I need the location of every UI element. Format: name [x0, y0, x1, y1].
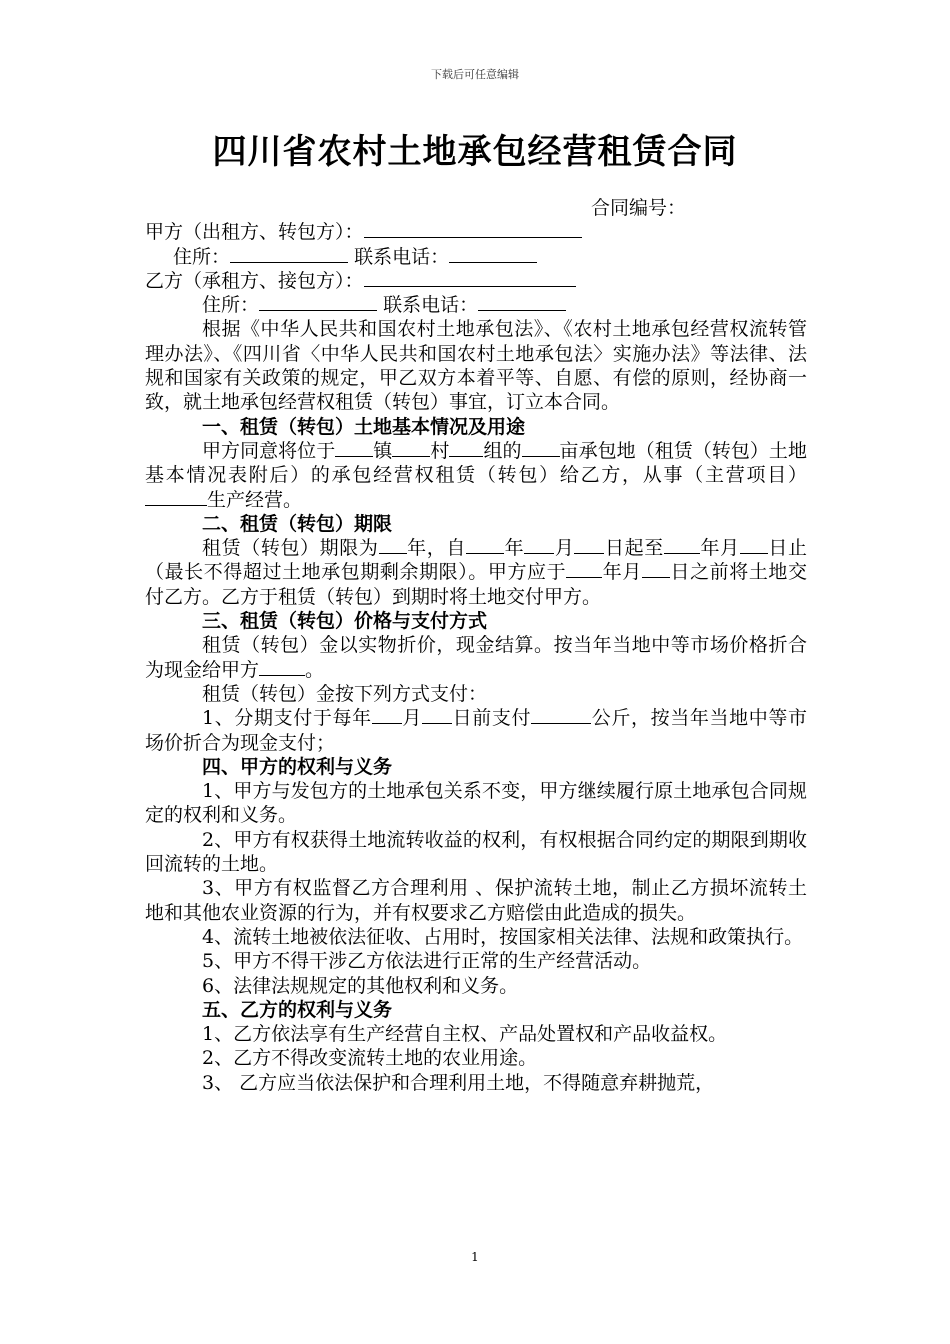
section-4-item: 1、甲方与发包方的土地承包关系不变，甲方继续履行原土地承包合同规定的权利和义务。: [145, 780, 807, 827]
section-3-paragraph-1: [145, 633, 807, 682]
text-segment: 月: [554, 537, 575, 560]
text-segment: 镇: [373, 439, 393, 462]
text-segment: 年月: [602, 561, 642, 584]
section-2-paragraph: [145, 536, 807, 609]
text-segment: 月: [401, 707, 422, 730]
payment-day-blank: [422, 706, 452, 724]
term-years-blank: [379, 536, 407, 554]
party-a-address-label: 住所：: [173, 245, 231, 268]
town-blank: [335, 439, 373, 457]
party-b-name-blank: [364, 269, 576, 287]
text-segment: 生产经营。: [207, 488, 303, 511]
section-1-heading: 一、租赁（转包）土地基本情况及用途: [202, 415, 526, 438]
party-a-phone-label: 联系电话：: [354, 245, 450, 268]
text-segment: 组的: [483, 439, 522, 462]
section-4-item: 4、流转土地被依法征收、占用时，按国家相关法律、法规和政策执行。: [202, 925, 804, 948]
text-segment: 租赁（转包）金以实物折价，现金结算。按当年当地中等市场价格折合为现金给甲方: [145, 634, 807, 681]
text-segment: 年，自: [406, 537, 466, 560]
party-a-address-blank: [230, 245, 348, 263]
text-segment: 亩承包地（租赁（转包）土地基本情况表附后）的承包经营权租赁（转包）给乙方，从事（主营项目）: [145, 439, 807, 487]
text-segment: 年: [503, 537, 525, 560]
price-blank: [259, 658, 305, 676]
document-body: [145, 196, 807, 1095]
section-3-paragraph-2: 租赁（转包）金按下列方式支付：: [202, 682, 488, 705]
page-number: 1: [471, 1250, 479, 1264]
party-a-name-blank: [364, 220, 582, 238]
section-3-heading: 三、租赁（转包）价格与支付方式: [202, 610, 488, 633]
text-segment: 1、分期支付于每年: [202, 707, 372, 730]
main-project-blank: [145, 488, 207, 506]
section-4-item: 5、甲方不得干涉乙方依法进行正常的生产经营活动。: [202, 950, 652, 973]
section-4-item: 2、甲方有权获得土地流转收益的权利，有权根据合同约定的期限到期收回流转的土地。: [145, 828, 807, 876]
party-b-address-label: 住所：: [202, 294, 260, 317]
party-b-phone-label: 联系电话：: [383, 294, 479, 317]
party-a-label: 甲方（出租方、转包方）：: [145, 221, 364, 244]
party-b-line: [145, 269, 807, 293]
payment-kg-blank: [531, 706, 591, 724]
party-a-line: [145, 220, 807, 244]
section-5-item: 2、乙方不得改变流转土地的农业用途。: [202, 1047, 538, 1070]
end-day-blank: [740, 536, 768, 554]
text-segment: 日前支付: [451, 707, 532, 730]
section-1-paragraph: [145, 439, 807, 512]
contract-number-label: 合同编号：: [591, 197, 687, 219]
party-b-phone-blank: [478, 293, 566, 311]
section-4-item: 6、法律法规规定的其他权利和义务。: [202, 974, 519, 997]
section-5-heading: 五、乙方的权利与义务: [202, 998, 393, 1021]
party-a-phone-blank: [449, 245, 537, 263]
start-day-blank: [574, 536, 604, 554]
group-blank: [449, 439, 483, 457]
party-b-address-line: [145, 293, 807, 317]
text-segment: 日止（最长不得超过土地承包期剩余期限）。甲方应于: [145, 537, 807, 584]
text-segment: 。: [305, 658, 325, 681]
area-blank: [522, 439, 560, 457]
party-a-address-line: [145, 245, 807, 269]
payment-month-blank: [372, 706, 402, 724]
header-note: 下载后可任意编辑: [431, 68, 519, 81]
delivery-year-blank: [566, 560, 602, 578]
text-segment: 日之前将土地交付乙方。乙方于租赁（转包）到期时将土地交付甲方。: [145, 561, 807, 608]
text-segment: 日起至: [604, 537, 664, 560]
village-blank: [392, 439, 430, 457]
section-4-item: 3、甲方有权监督乙方合理利用 、保护流转土地，制止乙方损坏流转土地和其他农业资源的行为，并有权要求乙方赔偿由此造成的损失。: [145, 877, 807, 924]
text-segment: 公斤，按当年当地中等市场价折合为现金支付；: [145, 707, 807, 754]
section-5-item: 1、乙方依法享有生产经营自主权、产品处置权和产品收益权。: [202, 1023, 728, 1046]
party-b-address-blank: [259, 293, 377, 311]
section-3-paragraph-3: [145, 706, 807, 755]
section-4-heading: 四、甲方的权利与义务: [202, 755, 393, 778]
section-2-heading: 二、租赁（转包）期限: [202, 512, 393, 535]
party-b-label: 乙方（承租方、接包方）：: [145, 269, 364, 292]
text-segment: 村: [430, 439, 450, 462]
text-segment: 租赁（转包）期限为: [202, 537, 379, 560]
document-title: 四川省农村土地承包经营租赁合同: [212, 132, 738, 172]
text-segment: 年月: [699, 537, 740, 560]
end-year-blank: [664, 536, 700, 554]
intro-paragraph: 根据《中华人民共和国农村土地承包法》、《农村土地承包经营权流转管理办法》、《四川省〈中华人民共和国农村土地承包法〉实施办法》等法律、法规和国家有关政策的规定，甲乙双方本着平等、自愿、有偿的原则，经协商一致，就土地承包经营权租赁（转包）事宜，订立本合同。: [145, 318, 807, 414]
start-month-blank: [524, 536, 554, 554]
contract-number-line: [145, 196, 807, 220]
section-5-item: 3、 乙方应当依法保护和合理利用土地，不得随意弃耕抛荒，: [202, 1071, 715, 1094]
start-year-blank: [466, 536, 504, 554]
text-segment: 甲方同意将位于: [202, 439, 336, 462]
delivery-day-blank: [642, 560, 670, 578]
